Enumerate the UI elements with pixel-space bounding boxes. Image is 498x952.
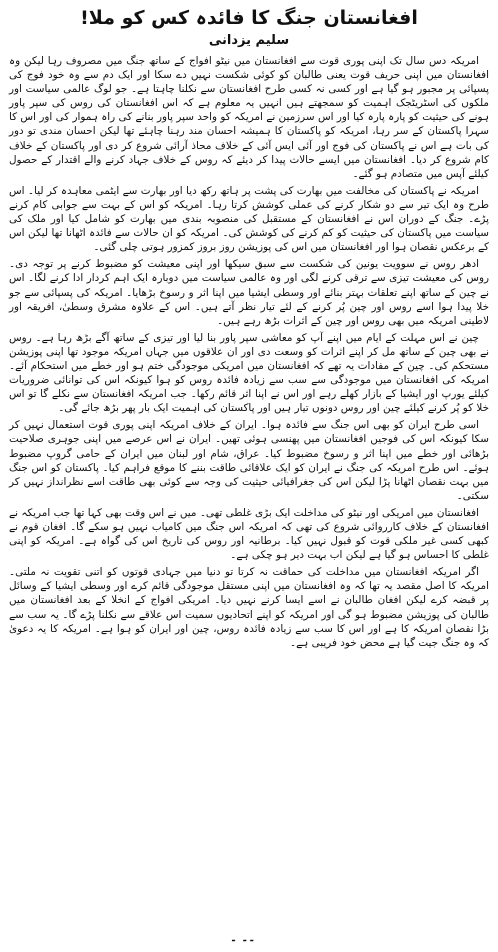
paragraph: امریکہ نے پاکستان کی مخالفت میں بھارت کی پشت پر ہاتھ رکھ دیا اور بھارت سے ایٹمی معاہدہ کر لیا۔ اس طرح وہ ایک تیر سے دو شکار کرنے کی عملی کوشش کرتا رہا۔ امریکہ کو اس کے بہت سے جوابی کام کرنے پڑے۔ جنگ کے دوران اس نے افغانستان کے مستقبل کی منصوبہ بندی میں بھارت کو شامل کیا اور ملک کی سیاست میں پاکستان کی حیثیت کو کم کرنے کی کوشش کی۔ امریکہ کو ان حالات سے فائدہ اٹھانا تھا لیکن اس کے برعکس نقصان ہوا اور افغانستان میں اس کی پوزیشن روز بروز کمزور ہوتی چلی گئی۔ [9,184,489,254]
article-title: افغانستان جنگ کا فائدہ کس کو ملا! [80,7,418,29]
paragraph: افغانستان میں امریکی اور نیٹو کی مداخلت ایک بڑی غلطی تھی۔ میں نے اس وقت بھی کہا تھا جب امریکہ نے افغانستان کے خلاف کارروائی شروع کی تھی کہ امریکہ اس جنگ میں کامیاب نہیں ہو سکے گا۔ افغان قوم نے کبھی کسی غیر ملکی قوت کو قبول نہیں کیا۔ برطانیہ اور روس کی تاریخ اس کی گواہ ہے۔ امریکہ کو اپنی غلطی کا احساس ہو گیا ہے لیکن اب بہت دیر ہو چکی ہے۔ [9,506,489,562]
page-end-marker: ۔۔ ۔ [230,930,256,944]
article-body [9,54,489,650]
paragraph: ادھر روس نے سوویت یونین کی شکست سے سبق سیکھا اور اپنی معیشت کو مضبوط کرنے پر توجہ دی۔ روس کی معیشت تیزی سے ترقی کرنے لگی اور وہ عالمی سیاست میں دوبارہ ایک اہم کردار ادا کرنے لگا۔ اس نے چین کے ساتھ اپنے تعلقات بہتر بنائے اور وسطی ایشیا میں اپنا اثر و رسوخ بڑھایا۔ امریکہ کی پسپائی سے جو خلا پیدا ہوا اسے روس اور چین پُر کرنے کے لئے تیار نظر آتے ہیں۔ اس کے علاوہ مشرق وسطیٰ، افریقہ اور لاطینی امریکہ میں بھی روس اور چین کے اثرات بڑھ رہے ہیں۔ [9,258,489,327]
paragraph: چین نے اس مہلت کے ایام میں اپنے آپ کو معاشی سپر پاور بنا لیا اور تیزی کے ساتھ آگے بڑھ رہا ہے۔ روس نے بھی چین کے ساتھ مل کر اپنے اثرات کو وسعت دی اور ان علاقوں میں جہاں امریکہ موجود تھا اپنی پوزیشن مستحکم کی۔ چین کے مفادات یہ تھے کہ افغانستان میں امریکی موجودگی ختم ہو اور خطے میں استحکام آئے۔ امریکہ کی افغانستان میں موجودگی سے سب سے زیادہ فائدہ روس کو ہوا کیونکہ اس کی توانائی ضروریات کیلئے یورپ اور ایشیا کے بازار کھلے رہے اور اس نے اپنا اثر قائم رکھا۔ جب امریکہ افغانستان سے نکلے گا تو اس خلا کو پُر کرنے کیلئے چین اور روس دونوں تیار ہیں اور پاکستان کی اہمیت ایک بار پھر بڑھ جائے گی۔ [9,331,489,415]
author-byline: سلیم یزدانی [208,33,290,48]
paragraph: اگر امریکہ افغانستان میں مداخلت کی حماقت نہ کرتا تو دنیا میں جہادی قوتوں کو اتنی تقویت نہ ملتی۔ امریکہ کا اصل مقصد یہ تھا کہ وہ افغانستان میں اپنی مستقل موجودگی قائم کرے اور وسطی ایشیا کے وسائل پر قبضہ کرے لیکن افغان طالبان نے اسے ایسا کرنے نہیں دیا۔ امریکی افواج کے انخلا کے بعد افغانستان میں طالبان کی پوزیشن مضبوط ہو گی اور امریکہ کو اپنے اتحادیوں سمیت اس علاقے سے نکلنا پڑے گا۔ یہ سب سے بڑا نقصان امریکہ کا ہے اور اس کا سب سے زیادہ فائدہ روس، چین اور ایران کو ہوا ہے۔ امریکہ کا یہ دعویٰ کہ وہ جنگ جیت گیا ہے محض خود فریبی ہے۔ [9,566,489,649]
paragraph: اسی طرح ایران کو بھی اس جنگ سے فائدہ ہوا۔ ایران کے خلاف امریکہ اپنی پوری قوت استعمال نہیں کر سکا کیونکہ اس کی فوجیں افغانستان میں پھنسی ہوئی تھیں۔ ایران نے اس عرصے میں اپنی جوہری صلاحیت بڑھائی اور خطے میں اپنا اثر و رسوخ مضبوط کیا۔ عراق، شام اور لبنان میں ایران کے حامی گروپ مضبوط ہوئے۔ اس طرح امریکہ کی جنگ نے ایران کو ایک علاقائی طاقت بننے کا موقع فراہم کیا۔ پاکستان کو اس جنگ میں بہت نقصان اٹھانا پڑا لیکن اس کی جغرافیائی حیثیت کی وجہ سے کوئی بھی طاقت اسے نظرانداز نہیں کر سکتی۔ [9,419,489,502]
paragraph: امریکہ دس سال تک اپنی پوری قوت سے افغانستان میں نیٹو افواج کے ساتھ جنگ میں مصروف رہا لیکن وہ افغانستان میں اپنی حریف قوت یعنی طالبان کو کوئی شکست نہیں دے سکا اور ایک دم سے وہ خود فوج کی پسپائی پر مجبور ہو گیا ہے اور کسی نہ کسی طرح افغانستان سے نکلنا چاہتا ہے۔ جو لوگ عالمی سیاست اور ملکوں کی اسٹریٹجک اہمیت کو سمجھتے ہیں انہیں یہ معلوم ہے کہ اس افغانستان کی روس کی سپر پاور ہونے کی حیثیت کو پارہ پارہ کیا اور اس سرزمین نے امریکہ کو واحد سپر پاور بنانے کی راہ ہموار کی اور اس کا سہرا پاکستان کے سر رہا، امریکہ کو پاکستان کا ہمیشہ احسان مند رہنا چاہئے تھا لیکن احسان مندی تو دور کی بات ہے اس نے پاکستان کی فوج اور آئی ایس آئی کے خلاف محاذ آرائی شروع کر دی اور پاکستان کے خلاف کام شروع کر دیا۔ افغانستان میں ایسے حالات پیدا کر دیئے کہ روس کے خلاف جہاد کرنے والے اقتدار کے حصول کیلئے آپس میں متصادم ہو گئے۔ [9,55,489,180]
